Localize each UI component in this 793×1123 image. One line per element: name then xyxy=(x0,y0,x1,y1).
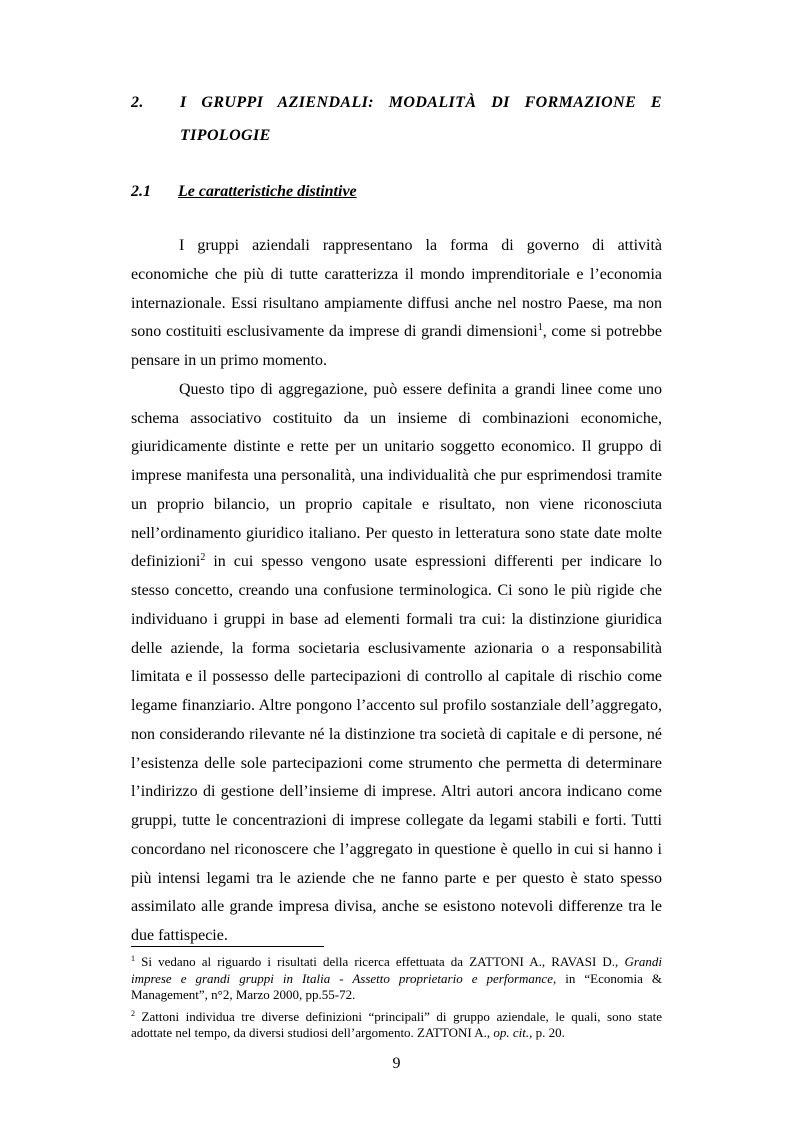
footnote-ref[interactable]: 2 xyxy=(200,552,206,564)
paragraph-text: in cui spesso vengono usate espressioni differenti per indicare lo stesso concetto, creando una confusione terminologica. Ci sono le più rigide che individuano i gruppi in base ad elementi formali tra cui: la distinzione giuridica delle aziende, la forma societaria esclusivamente azionaria o a responsabilità limitata e il possesso delle partecipazioni di controllo al capitale di rischio come legame finanziario. Altre pongono l’accento sul profilo sostanziale dell’aggregato, non considerando rilevante né la distinzione tra società di capitale e di persone, né l’esistenza delle sole partecipazioni come strumento che permetta di determinare l’indirizzo di gestione dell’insieme di imprese. Altri autori ancora indicano come gruppi, tutte le concentrazioni di imprese collegate da legami stabili e forti. Tutti concordano nel riconoscere che l’aggregato in questione è quello in cui si hanno i più intensi legami tra le aziende che ne fanno parte e per questo è stato spesso assimilato alle grande impresa divisa, anche se esistono notevoli differenze tra le due fattispecie. xyxy=(131,553,662,944)
paragraph xyxy=(131,232,662,376)
paragraph-text: , come si potrebbe pensare in un primo momento. xyxy=(131,323,662,369)
footnote-ref[interactable]: 1 xyxy=(537,322,543,334)
paragraph xyxy=(131,376,662,951)
section-number: 2.1 xyxy=(131,183,151,200)
footnote-text: , p. 20. xyxy=(529,1025,565,1040)
footnote-mark: 1 xyxy=(131,954,135,963)
footnote xyxy=(131,1009,662,1042)
footnote-text: , in “Economia & Management”, n°2, Marzo 2000, pp.55-72. xyxy=(131,970,662,1002)
footnote-italic: Grandi imprese e grandi gruppi in Italia - Assetto proprietario e performance xyxy=(131,954,662,986)
footnote-text: Zattoni individua tre diverse definizioni “principali” di gruppo aziendale, le quali, sono state adottate nel tempo, da diversi studiosi dell’argomento. ZATTONI A., xyxy=(131,1008,662,1040)
footnote-separator xyxy=(131,946,324,947)
chapter-title-line-2: TIPOLOGIE xyxy=(180,127,271,144)
section-title: Le caratteristiche distintive xyxy=(178,183,357,200)
chapter-title-line-1: I GRUPPI AZIENDALI: MODALITÀ DI FORMAZIONE E xyxy=(180,94,662,111)
paragraph-text: Questo tipo di aggregazione, può essere definita a grandi linee come uno schema associativo costituito da un insieme di combinazioni economiche, giuridicamente distinte e rette per un unitario soggetto economico. Il gruppo di imprese manifesta una personalità, una individualità che pur esprimendosi tramite un proprio bilancio, un proprio capitale e risultato, non viene riconosciuta nell’ordinamento giuridico italiano. Per questo in letteratura sono state date molte definizioni xyxy=(131,380,662,571)
paragraph-text: I gruppi aziendali rappresentano la forma di governo di attività economiche che più di tutte caratterizza il mondo imprenditoriale e l’economia internazionale. Essi risultano ampiamente diffusi anche nel nostro Paese, ma non sono costituiti esclusivamente da imprese di grandi dimensioni xyxy=(131,237,662,341)
footnote-text: Si vedano al riguardo i risultati della ricerca effettuata da ZATTONI A., RAVASI D., xyxy=(135,954,625,969)
body-text xyxy=(131,232,662,951)
footnote-mark: 2 xyxy=(131,1008,135,1018)
page-number: 9 xyxy=(392,1055,401,1072)
footnote xyxy=(131,954,662,1004)
chapter-number: 2. xyxy=(131,94,144,111)
footnote-italic: op. cit. xyxy=(493,1025,530,1040)
footnotes xyxy=(131,954,662,1047)
